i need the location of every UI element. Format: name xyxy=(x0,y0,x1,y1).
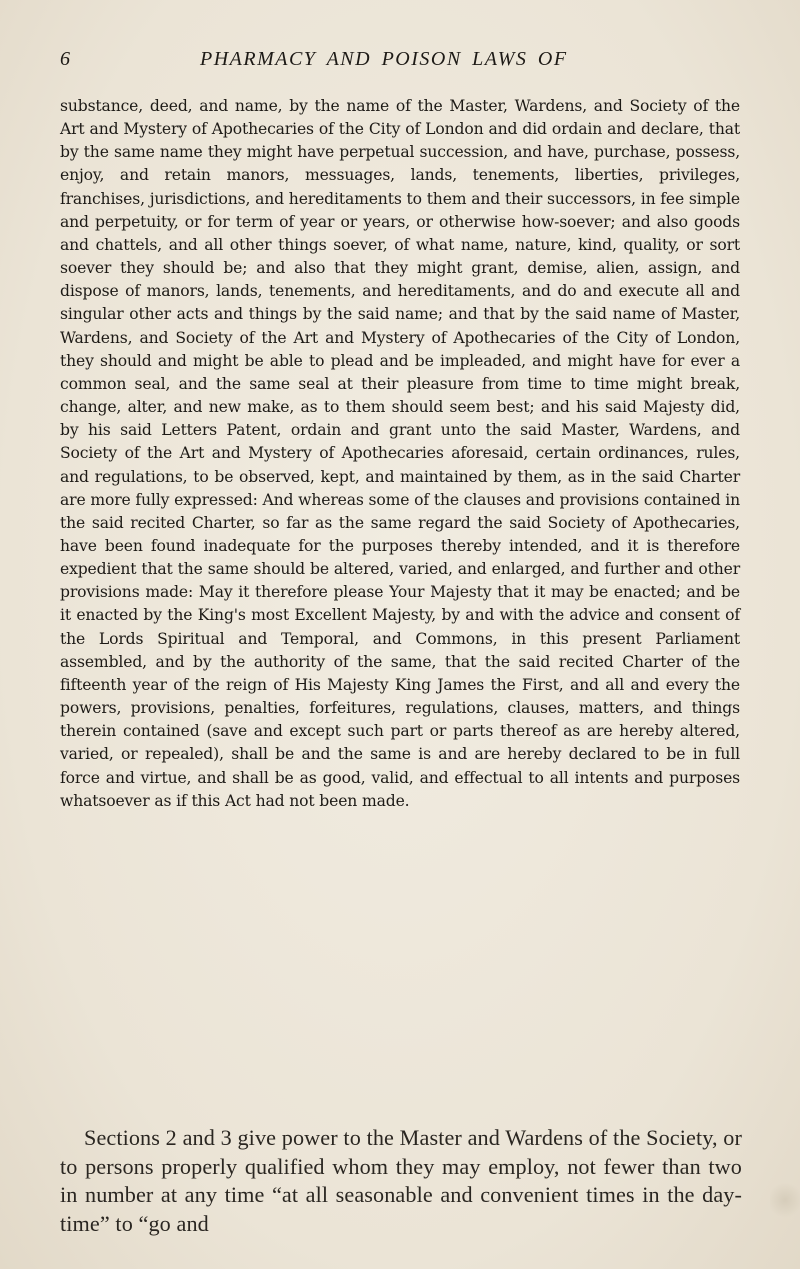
commentary-paragraph: Sections 2 and 3 give power to the Master and Wardens of the Society, or to persons properly qualified whom they may employ, not fewer than two in number at any time “at all seasonable and convenient times in the day-time” to “go and xyxy=(60,1125,742,1236)
paper-blemish xyxy=(770,1180,800,1220)
page-number: 6 xyxy=(60,48,71,70)
statute-paragraph: substance, deed, and name, by the name of the Master, Wardens, and Society of the Art and Mystery of Apothecaries of the City of London and did ordain and declare, that by the same name they might have perpetual succession, and have, purchase, possess, enjoy, and retain manors, messuages, lands, tenements, liberties, privileges, franchises, jurisdictions, and hereditaments to them and their successors, in fee simple and perpetuity, or for term of year or years, or otherwise how-soever; and also goods and chattels, and all other things soever, of what name, nature, kind, quality, or sort soever they should be; and also that they might grant, demise, alien, assign, and dispose of manors, lands, tenements, and hereditaments, and do and execute all and singular other acts and things by the said name; and that by the said name of Master, Wardens, and Society of the Art and Mystery of Apothecaries of the City of London, they should and might be able to plead and be impleaded, and might have for ever a common seal, and the same seal at their pleasure from time to time might break, change, alter, and new make, as to them should seem best; and his said Majesty did, by his said Letters Patent, ordain and grant unto the said Master, Wardens, and Society of the Art and Mystery of Apothecaries aforesaid, certain ordinances, rules, and regulations, to be observed, kept, and maintained by them, as in the said Charter are more fully expressed: And whereas some of the clauses and provisions contained in the said recited Charter, so far as the same regard the said Society of Apothecaries, have been found inadequate for the purposes thereby intended, and it is therefore expedient that the same should be altered, varied, and enlarged, and further and other provisions made: May it therefore please Your Majesty that it may be enacted; and be it enacted by the King's most Excellent Majesty, by and with the advice and consent of the Lords Spiritual and Temporal, and Commons, in this present Parliament assembled, and by the authority of the same, that the said recited Charter of the fifteenth year of the reign of His Majesty King James the First, and all and every the powers, provisions, penalties, forfeitures, regulations, clauses, matters, and things therein contained (save and except such part or parts thereof as are hereby altered, varied, or repealed), shall be and the same is and are hereby declared to be in full force and virtue, and shall be as good, valid, and effectual to all intents and purposes whatsoever as if this Act had not been made. xyxy=(60,97,740,810)
running-head: PHARMACY AND POISON LAWS OF xyxy=(200,48,568,70)
